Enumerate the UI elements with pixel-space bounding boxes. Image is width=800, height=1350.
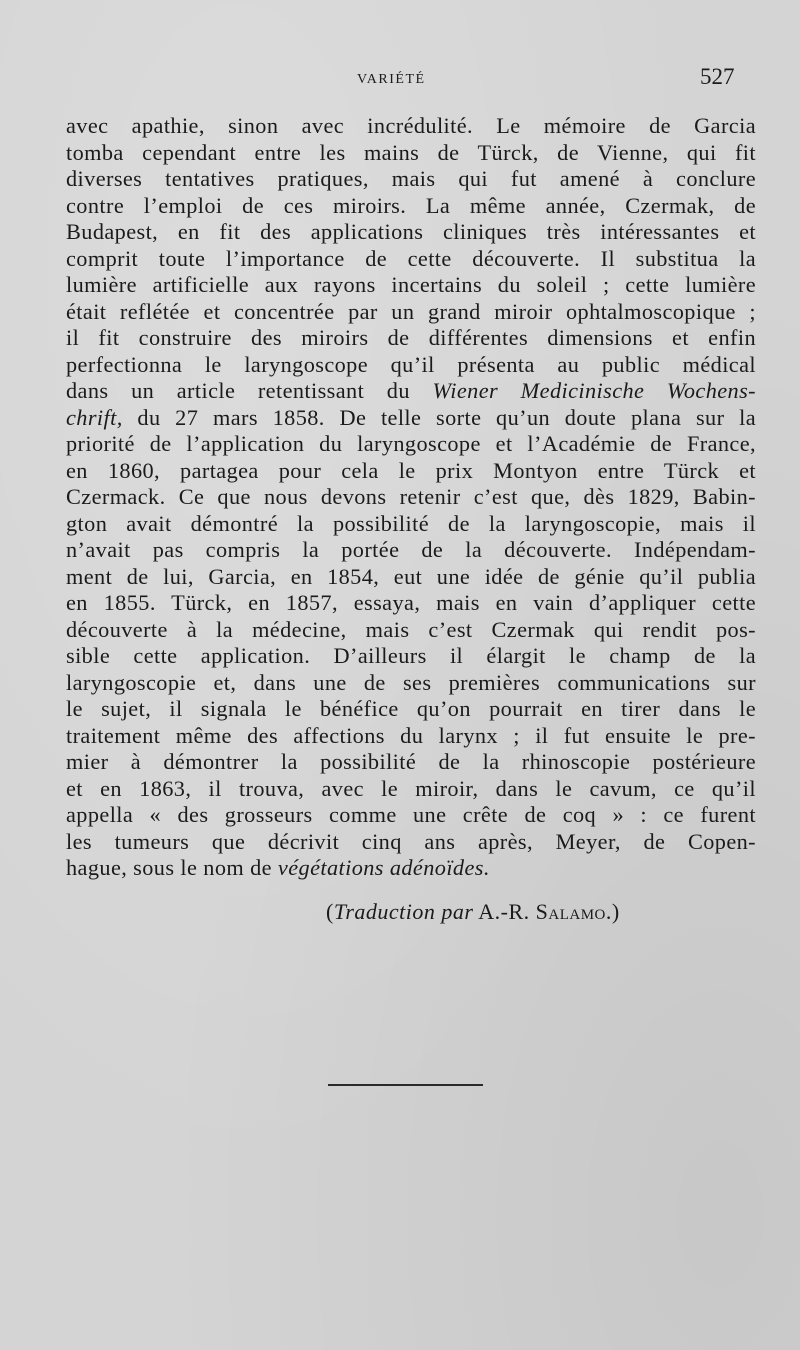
text-line: avec apathie, sinon avec incrédulité. Le mémoire de Garcia bbox=[66, 113, 756, 138]
text-line: en 1855. Türck, en 1857, essaya, mais en vain d’appliquer cette bbox=[66, 590, 756, 615]
text-line: découverte à la médecine, mais c’est Czermak qui rendit pos- bbox=[66, 616, 756, 642]
body-paragraph bbox=[66, 113, 756, 882]
text-line: les tumeurs que décrivit cinq ans après, Meyer, de Copen- bbox=[66, 828, 756, 854]
emphasized-term: végétations adénoïdes. bbox=[277, 855, 490, 880]
translator-initials: A.-R. bbox=[478, 899, 530, 924]
text-line: contre l’emploi de ces miroirs. La même année, Czermak, de bbox=[66, 192, 756, 218]
close-paren: .) bbox=[605, 899, 620, 924]
text-line: comprit toute l’importance de cette découverte. Il substitua la bbox=[66, 245, 756, 271]
page-number: 527 bbox=[700, 64, 735, 89]
translation-label: Traduction par bbox=[333, 899, 474, 924]
text-line: lumière artificielle aux rayons incertains du soleil ; cette lumière bbox=[66, 272, 756, 297]
text-line: ment de lui, Garcia, en 1854, eut une idée de génie qu’il publia bbox=[66, 563, 756, 589]
translator-surname: Salamo bbox=[535, 899, 606, 924]
text-line: mier à démontrer la possibilité de la rhinoscopie postérieure bbox=[66, 749, 756, 774]
running-title: VARIÉTÉ bbox=[357, 72, 426, 87]
text-run: dans un article retentissant du bbox=[66, 378, 410, 403]
journal-title-end: chrift, bbox=[66, 404, 123, 430]
text-run: du 27 mars 1858. De telle sorte qu’un doute plana sur la bbox=[137, 404, 757, 430]
text-line bbox=[66, 855, 756, 882]
text-line: appella « des grosseurs comme une crête de coq » : ce furent bbox=[66, 802, 756, 827]
text-line: diverses tentatives pratiques, mais qui fut amené à conclure bbox=[66, 166, 756, 191]
end-divider bbox=[328, 1084, 483, 1086]
text-line: Czermack. Ce que nous devons retenir c’est que, dès 1829, Babin- bbox=[66, 484, 756, 509]
text-line: traitement même des affections du larynx ; il fut ensuite le pre- bbox=[66, 722, 756, 748]
text-line: sible cette application. D’ailleurs il élargit le champ de la bbox=[66, 643, 756, 668]
text-line: le sujet, il signala le bénéfice qu’on pourrait en tirer dans le bbox=[66, 696, 756, 721]
text-run: hague, sous le nom de bbox=[66, 855, 272, 880]
running-head bbox=[0, 64, 800, 94]
journal-title: Wiener Medicinische Wochens- bbox=[432, 378, 756, 403]
text-line bbox=[66, 378, 756, 405]
text-line: en 1860, partagea pour cela le prix Montyon entre Türck et bbox=[66, 457, 756, 483]
text-line: il fit construire des miroirs de différentes dimensions et enfin bbox=[66, 325, 756, 350]
translator-attribution bbox=[326, 899, 620, 925]
open-paren: ( bbox=[326, 899, 334, 924]
text-line: perfectionna le laryngoscope qu’il présenta au public médical bbox=[66, 351, 756, 377]
text-line: gton avait démontré la possibilité de la laryngoscopie, mais il bbox=[66, 510, 756, 536]
text-line: et en 1863, il trouva, avec le miroir, dans le cavum, ce qu’il bbox=[66, 775, 756, 801]
text-line: laryngoscopie et, dans une de ses premières communications sur bbox=[66, 669, 756, 695]
text-line: n’avait pas compris la portée de la découverte. Indépendam- bbox=[66, 537, 756, 562]
text-line: était reflétée et concentrée par un grand miroir ophtalmoscopique ; bbox=[66, 298, 756, 324]
text-line: tomba cependant entre les mains de Türck, de Vienne, qui fit bbox=[66, 139, 756, 165]
text-line: Budapest, en fit des applications cliniques très intéressantes et bbox=[66, 219, 756, 244]
text-line bbox=[66, 405, 756, 432]
text-line: priorité de l’application du laryngoscope et l’Académie de France, bbox=[66, 431, 756, 456]
